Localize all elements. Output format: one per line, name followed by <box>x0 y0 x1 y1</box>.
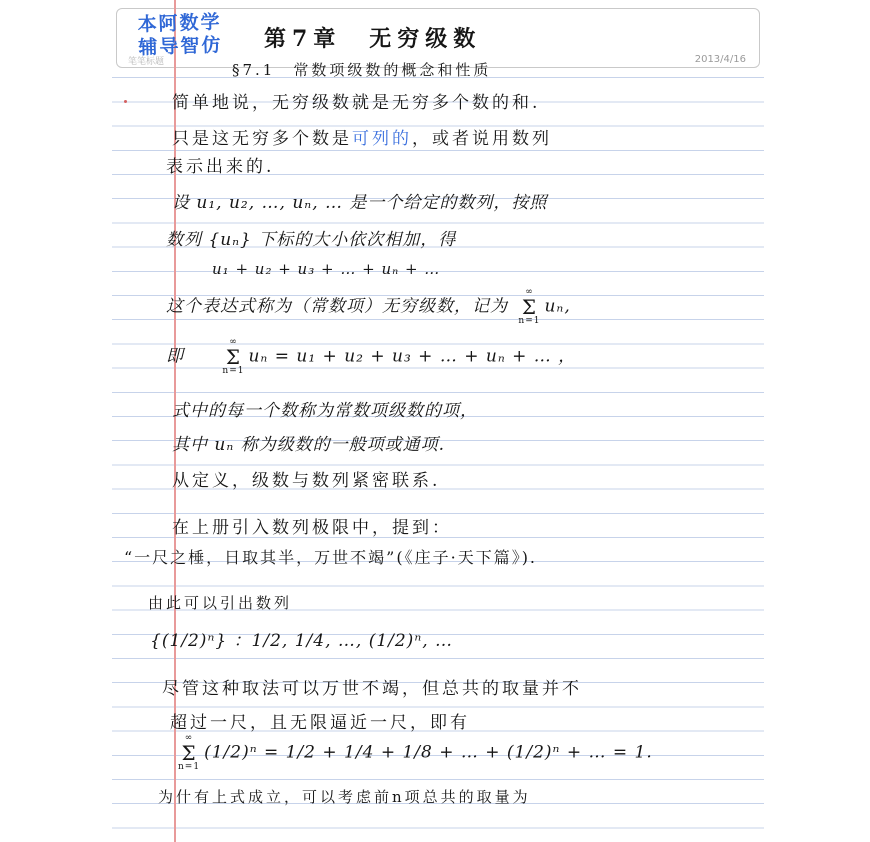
text-line-9: 其中 uₙ 称为级数的一般项或通项. <box>172 435 446 455</box>
text-fragment: 即 <box>166 346 184 367</box>
text-fragment: 这个表达式称为（常数项）无穷级数，记为 <box>166 296 508 317</box>
text-line-12: 由此可以引出数列 <box>148 594 293 612</box>
title-placeholder: 笔笔标题 <box>128 57 165 67</box>
text-fragment: uₙ, <box>544 296 571 317</box>
text-line-1: 简单地说，无穷级数就是无穷多个数的和. <box>172 93 541 113</box>
sigma-upper: ∞ <box>184 733 194 743</box>
sigma-upper: ∞ <box>229 337 238 347</box>
highlighted-text: 可列的 <box>352 129 412 149</box>
text-line-8: 式中的每一个数称为常数项级数的项， <box>172 401 478 421</box>
text-fragment: 只是这无穷多个数是 <box>172 129 352 149</box>
text-fragment: ，或者说用数列 <box>412 129 552 149</box>
text-line-7 <box>166 338 576 376</box>
text-fragment: (1/2)ⁿ = 1/2 + 1/4 + 1/8 + … + (1/2)ⁿ + … = 1. <box>204 742 653 763</box>
sigma-symbol: Σ <box>181 741 197 765</box>
sigma-notation <box>178 734 200 772</box>
margin-dot <box>124 100 127 103</box>
sigma-notation <box>518 288 540 326</box>
logo-line-1: 本阿数学 <box>137 11 222 36</box>
text-line-2 <box>172 124 552 149</box>
sigma-symbol: Σ <box>521 295 538 319</box>
series-expression: u₁ + u₂ + u₃ + … + uₙ + … <box>212 260 441 278</box>
note-date: 2013/4/16 <box>694 54 746 65</box>
text-line-6 <box>166 288 571 326</box>
sequence-line: {(1/2)ⁿ} ：1/2, 1/4, …, (1/2)ⁿ, … <box>150 631 454 651</box>
quote-line: “一尺之棰，日取其半，万世不竭”(《庄子·天下篇》). <box>124 548 538 567</box>
sigma-lower: n=1 <box>222 366 245 376</box>
chapter-title: 第7章 无穷级数 <box>264 26 482 52</box>
note-page <box>112 0 764 842</box>
sigma-symbol: Σ <box>225 345 242 369</box>
text-line-4: 设 u₁, u₂, …, uₙ, … 是一个给定的数列，按照 <box>172 193 548 213</box>
text-line-14: 超过一尺，且无限逼近一尺，即有 <box>170 713 470 733</box>
sum-equation <box>174 734 653 772</box>
section-heading: §7.1 常数项级数的概念和性质 <box>232 61 492 79</box>
text-fragment: uₙ = u₁ + u₂ + u₃ + … + uₙ + … ， <box>248 346 577 367</box>
sigma-upper: ∞ <box>525 287 534 297</box>
text-line-11: 在上册引入数列极限中，提到： <box>172 518 452 538</box>
text-line-15: 为什有上式成立，可以考虑前n项总共的取量为 <box>158 788 531 806</box>
text-line-13: 尽管这种取法可以万世不竭，但总共的取量并不 <box>162 679 582 699</box>
text-line-3: 表示出来的. <box>166 157 275 177</box>
logo-line-2: 辅导智仿 <box>138 33 223 59</box>
text-line-10: 从定义，级数与数列紧密联系. <box>172 471 441 491</box>
handwritten-logo <box>137 10 249 60</box>
text-line-5: 数列 {uₙ} 下标的大小依次相加，得 <box>166 230 457 250</box>
sigma-lower: n=1 <box>518 316 541 326</box>
sigma-lower: n=1 <box>178 762 201 772</box>
sigma-notation <box>222 338 244 376</box>
